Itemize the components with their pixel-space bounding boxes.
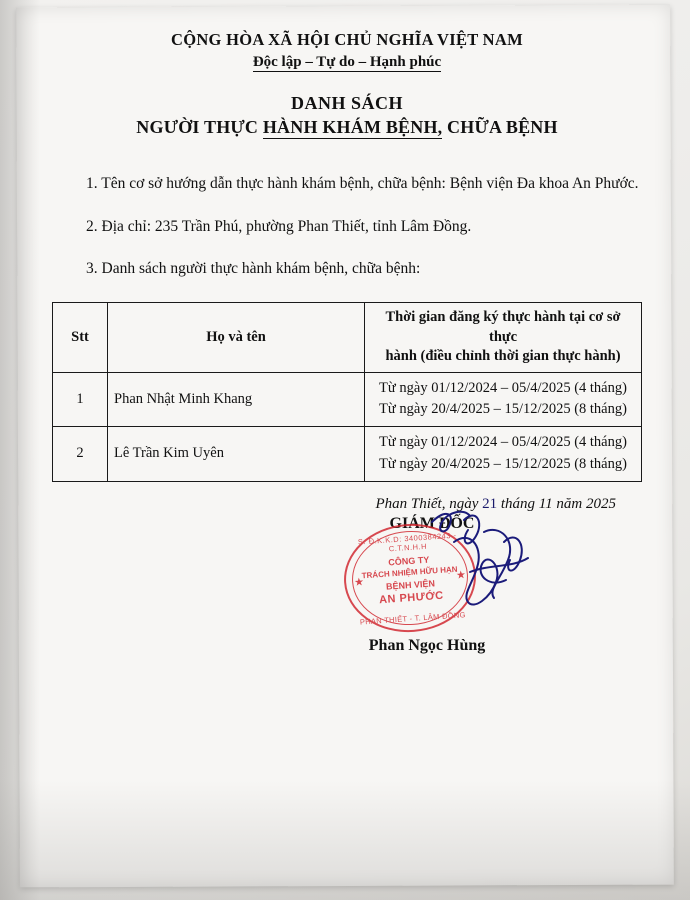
- row-2-time: [365, 427, 642, 482]
- paragraph-2-text: 2. Địa chỉ: 235 Trần Phú, phường Phan Thiết, tỉnh Lâm Đồng.: [86, 217, 472, 235]
- signature-area: [52, 496, 642, 686]
- paragraph-3: [52, 255, 642, 284]
- header-stt: Stt: [53, 303, 108, 373]
- document-title-line2: [52, 117, 642, 138]
- table-row: [53, 372, 642, 427]
- row-1-stt: 1: [53, 372, 108, 427]
- row-2-stt: 2: [53, 427, 108, 482]
- title-post: CHỮA BỆNH: [442, 117, 558, 137]
- row-1-time-line1: Từ ngày 01/12/2024 – 05/4/2025 (4 tháng): [379, 379, 627, 396]
- seal-star-right-icon: ★: [455, 568, 467, 582]
- row-1-name: Phan Nhật Minh Khang: [108, 372, 365, 427]
- header-name: Họ và tên: [108, 303, 365, 373]
- title-underlined: HÀNH KHÁM BỆNH,: [262, 117, 443, 137]
- row-1-time: [365, 372, 642, 427]
- signature-day: 21: [482, 495, 498, 512]
- seal-registration-code: S. Đ.K.K.D: 3400384243 - C.T.N.H.H: [357, 530, 457, 554]
- row-1-time-line2: Từ ngày 20/4/2025 – 15/12/2025 (8 tháng): [379, 401, 627, 418]
- place-suffix: tháng 11 năm 2025: [500, 495, 616, 512]
- seal-line2: TRÁCH NHIỆM HỮU HẠN: [361, 564, 458, 581]
- seal-star-left-icon: ★: [353, 575, 365, 589]
- title-pre: NGƯỜI THỰC: [136, 117, 263, 137]
- paragraph-3-text: 3. Danh sách người thực hành khám bệnh, chữa bệnh:: [86, 260, 421, 278]
- national-header-line1: CỘNG HÒA XÃ HỘI CHỦ NGHĨA VIỆT NAM: [170, 30, 523, 49]
- table-body: [53, 372, 642, 481]
- national-header: [52, 30, 642, 71]
- row-2-time-line1: Từ ngày 01/12/2024 – 05/4/2025 (4 tháng): [379, 434, 627, 451]
- header-time: [365, 303, 642, 373]
- signature-role: GIÁM ĐỐC: [389, 514, 475, 532]
- signer-name: Phan Ngọc Hùng: [368, 636, 486, 654]
- seal-line3: BỆNH VIỆN: [385, 577, 436, 592]
- header-time-line2: hành (điều chỉnh thời gian thực hành): [385, 348, 621, 365]
- seal-line1: CÔNG TY: [387, 554, 430, 568]
- national-header-line2-text: Độc lập – Tự do – Hạnh phúc: [252, 54, 442, 70]
- paragraph-1: [52, 170, 642, 199]
- company-seal-stamp: [340, 519, 479, 636]
- national-header-line2: [52, 54, 642, 71]
- row-2-name: Lê Trần Kim Uyên: [108, 427, 365, 482]
- paragraph-1-text: 1. Tên cơ sở hướng dẫn thực hành khám bệnh, chữa bệnh: Bệnh viện Đa khoa An Phước.: [86, 175, 639, 192]
- table-head: [53, 303, 642, 373]
- place-prefix: Phan Thiết, ngày: [375, 495, 479, 512]
- document-title: [52, 93, 642, 138]
- seal-line4: AN PHƯỚC: [378, 589, 445, 606]
- practitioner-table: [52, 302, 642, 482]
- table-header-row: [53, 303, 642, 373]
- signature-place-date: [52, 496, 642, 513]
- paragraph-2: [52, 213, 642, 242]
- header-time-line1: Thời gian đăng ký thực hành tại cơ sở thực: [385, 309, 621, 345]
- row-2-time-line2: Từ ngày 20/4/2025 – 15/12/2025 (8 tháng): [379, 455, 627, 472]
- document-title-line1: DANH SÁCH: [290, 93, 403, 113]
- seal-bottom-text: PHAN THIẾT - T. LÂM ĐỒNG: [359, 609, 466, 627]
- table-row: [53, 427, 642, 482]
